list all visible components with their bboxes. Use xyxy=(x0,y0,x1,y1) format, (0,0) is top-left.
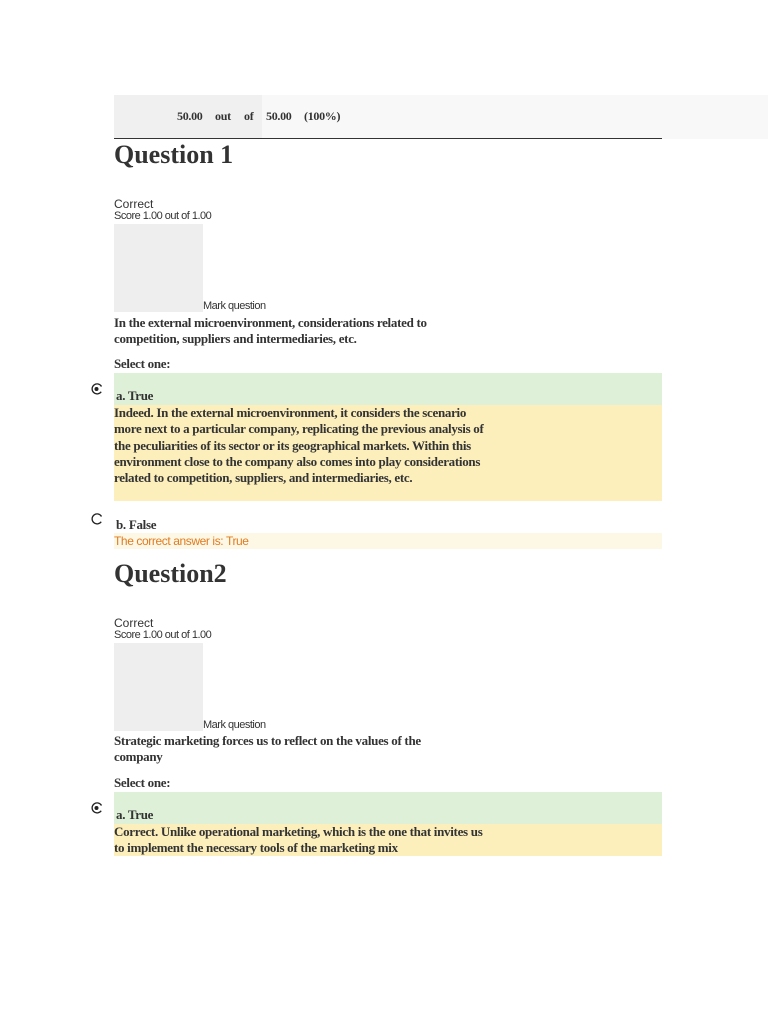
grade-out-word: out xyxy=(215,109,231,123)
grade-total: 50.00 xyxy=(266,109,292,123)
question-2-feedback-text: Correct. Unlike operational marketing, which is the one that invites us to implement the necessary tools of the marketing mix xyxy=(114,824,483,856)
question-1-right-answer xyxy=(114,533,662,549)
grade-divider xyxy=(114,138,662,139)
question-2-select-one: Select one: xyxy=(114,775,171,790)
question-2-option-a[interactable] xyxy=(114,792,662,824)
question-2-option-a-label[interactable]: a. True xyxy=(116,807,154,822)
question-1-select-one: Select one: xyxy=(114,356,171,371)
radio-unchecked-icon[interactable] xyxy=(91,513,103,525)
grade-percent: (100%) xyxy=(304,109,341,123)
question-1-feedback-text: Indeed. In the external microenvironment, it considers the scenario more next to a particular company, replicating the previous analysis of the peculiarities of its sector or its geographical markets. Within this environment close to the company also comes into play considerations related to competition, suppliers, and intermediaries, etc. xyxy=(114,405,484,486)
question-1-option-a-label[interactable]: a. True xyxy=(116,388,154,403)
radio-checked-icon[interactable] xyxy=(91,383,103,395)
question-2-status: Correct xyxy=(114,616,154,630)
grade-summary xyxy=(114,95,768,139)
question-1-flag-icon[interactable] xyxy=(114,224,203,312)
question-1-option-a-feedback xyxy=(114,405,662,501)
question-1-title: Question 1 xyxy=(114,140,234,169)
question-2-mark-question[interactable]: Mark question xyxy=(203,719,266,731)
question-2-score: Score 1.00 out of 1.00 xyxy=(114,629,212,641)
question-1-mark-question[interactable]: Mark question xyxy=(203,300,266,312)
question-1-score: Score 1.00 out of 1.00 xyxy=(114,210,212,222)
question-1-right-answer-text: The correct answer is: True xyxy=(114,534,249,548)
question-2-text: Strategic marketing forces us to reflect on the values of the company xyxy=(114,733,421,764)
question-2-title: Question2 xyxy=(114,559,227,588)
radio-checked-icon[interactable] xyxy=(91,802,103,814)
question-1-option-a[interactable] xyxy=(114,373,662,405)
question-1-text: In the external microenvironment, considerations related to competition, suppliers and intermediaries, etc. xyxy=(114,315,427,346)
question-2-flag-icon[interactable] xyxy=(114,643,203,731)
grade-points: 50.00 xyxy=(177,109,203,123)
question-1-status: Correct xyxy=(114,197,154,211)
grade-of-word: of xyxy=(244,109,254,123)
question-2-option-a-feedback xyxy=(114,824,662,856)
question-1-option-b-label[interactable]: b. False xyxy=(116,517,157,532)
